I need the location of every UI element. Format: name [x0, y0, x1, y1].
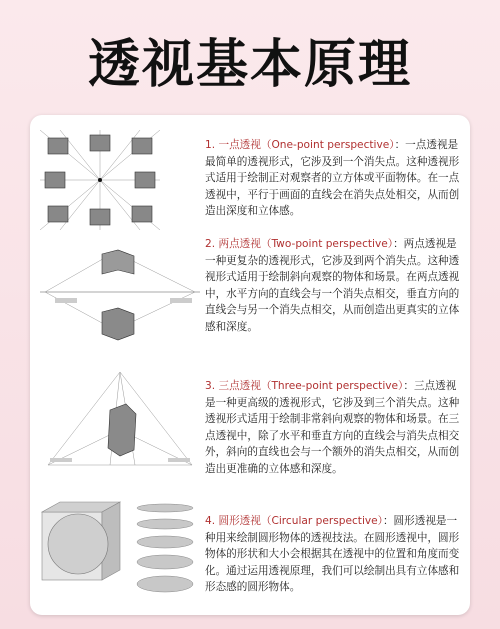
- section-heading: 1. 一点透视（One-point perspective）: [205, 139, 395, 151]
- content-card: [30, 115, 470, 615]
- one-point-perspective-illustration: [40, 130, 160, 230]
- three-point-perspective-illustration: [40, 370, 200, 475]
- section-body: ：三点透视是一种更高级的透视形式，它涉及到三个消失点。这种透视形式适用于绘制非常斜向观察的物体和场景。在三点透视中，除了水平和垂直方向的直线会与消失点相交外，斜向的直线也会与一个额外的消失点相交，从而创造出更准确的立体感和深度。: [205, 380, 460, 475]
- two-point-perspective-illustration: [40, 240, 200, 350]
- section-one-point: [205, 137, 465, 220]
- section-heading: 2. 两点透视（Two-point perspective）: [205, 238, 394, 250]
- section-two-point: [205, 236, 465, 335]
- section-circular: [205, 513, 465, 596]
- section-three-point: [205, 378, 465, 477]
- section-body: ：圆形透视是一种用来绘制圆形物体的透视技法。在圆形透视中，圆形物体的形状和大小会根据其在透视中的位置和角度而变化。通过运用透视原理，我们可以绘制出具有立体感和形态感的圆形物体。: [205, 515, 460, 593]
- section-body: ：一点透视是最简单的透视形式，它涉及到一个消失点。这种透视形式适用于绘制正对观察者的立方体或平面物体。在一点透视中，平行于画面的直线会在消失点处相交，从而创造出深度和立体感。: [205, 139, 460, 217]
- section-heading: 4. 圆形透视（Circular perspective）: [205, 515, 383, 527]
- section-heading: 3. 三点透视（Three-point perspective）: [205, 380, 404, 392]
- circular-perspective-illustration: [40, 500, 200, 600]
- page-title: 透视基本原理: [87, 35, 412, 95]
- section-body: ：两点透视是一种更复杂的透视形式，它涉及到两个消失点。这种透视形式适用于绘制斜向观察的物体和场景。在两点透视中，水平方向的直线会与一个消失点相交，垂直方向的直线会与另一个消失点相交，从而创造出更真实的立体感和深度。: [205, 238, 460, 333]
